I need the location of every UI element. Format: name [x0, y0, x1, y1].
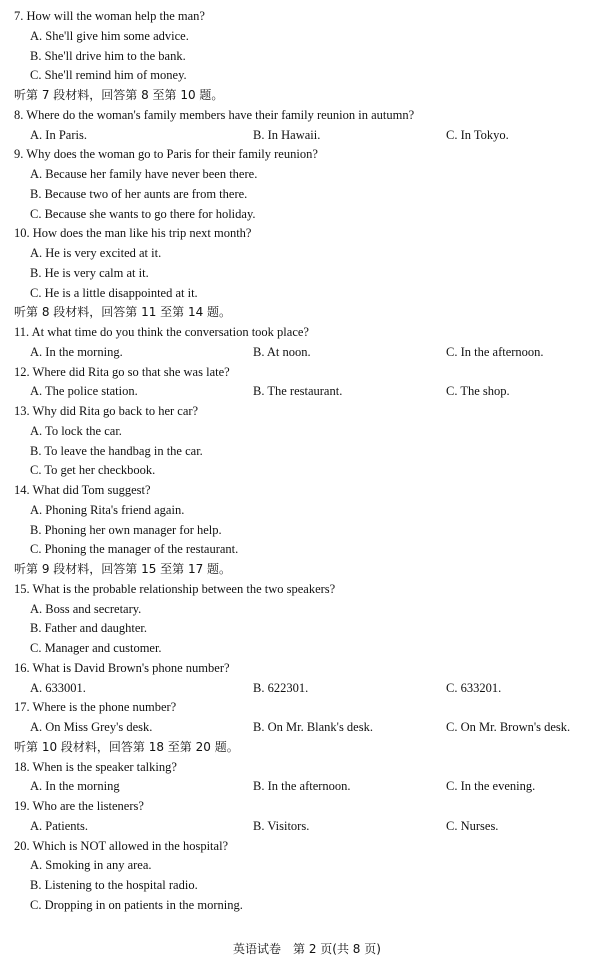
answer-option: C. To get her checkbook.: [30, 463, 156, 478]
option-row: [0, 717, 614, 737]
option-c: C. Nurses.: [446, 818, 499, 833]
question-stem: 12. Where did Rita go so that she was late?: [14, 364, 230, 379]
answer-option: A. She'll give him some advice.: [30, 28, 189, 43]
section-instruction: 听第 9 段材料，回答第 15 至第 17 题。: [14, 562, 232, 576]
option-c: C. In Tokyo.: [446, 127, 509, 142]
answer-option: A. Because her family have never been there.: [30, 167, 258, 181]
option-a: A. In Paris.: [30, 127, 87, 142]
question-stem: 7. How will the woman help the man?: [14, 9, 205, 23]
question-stem: 8. Where do the woman's family members have their family reunion in autumn?: [14, 107, 415, 122]
option-a: A. In the morning.: [30, 344, 123, 359]
question-stem: 20. Which is NOT allowed in the hospital?: [14, 838, 229, 853]
answer-option: C. Dropping in on patients in the morning.: [30, 897, 243, 912]
option-b: B. In the afternoon.: [253, 779, 351, 794]
answer-option: B. Phoning her own manager for help.: [30, 522, 222, 537]
option-row: [0, 776, 614, 796]
question-stem: 17. Where is the phone number?: [14, 700, 177, 715]
option-a: A. On Miss Grey's desk.: [30, 720, 153, 734]
page-footer: 英语试卷 第 2 页(共 8 页): [233, 942, 381, 956]
answer-option: B. Father and daughter.: [30, 621, 147, 636]
question-stem: 13. Why did Rita go back to her car?: [14, 404, 199, 418]
option-b: B. 622301.: [253, 680, 309, 695]
option-c: C. In the afternoon.: [446, 344, 544, 359]
answer-option: B. Listening to the hospital radio.: [30, 878, 198, 892]
answer-option: B. He is very calm at it.: [30, 265, 149, 280]
option-row: [0, 125, 614, 145]
answer-option: A. Phoning Rita's friend again.: [30, 502, 185, 517]
question-stem: 19. Who are the listeners?: [14, 799, 144, 813]
answer-option: C. Because she wants to go there for holiday.: [30, 206, 256, 221]
option-b: B. On Mr. Blank's desk.: [253, 720, 373, 734]
answer-option: A. To lock the car.: [30, 423, 122, 438]
section-instruction: 听第 7 段材料，回答第 8 至第 10 题。: [14, 88, 224, 102]
answer-option: C. She'll remind him of money.: [30, 68, 187, 83]
option-b: B. At noon.: [253, 344, 311, 359]
answer-option: C. Manager and customer.: [30, 641, 162, 655]
question-stem: 14. What did Tom suggest?: [14, 483, 151, 497]
question-stem: 18. When is the speaker talking?: [14, 759, 177, 774]
option-a: A. The police station.: [30, 384, 138, 399]
option-a: A. Patients.: [30, 818, 88, 833]
question-stem: 16. What is David Brown's phone number?: [14, 660, 230, 675]
option-row: [0, 816, 614, 836]
section-instruction: 听第 8 段材料，回答第 11 至第 14 题。: [14, 305, 232, 320]
question-stem: 10. How does the man like his trip next month?: [14, 226, 252, 241]
option-c: C. The shop.: [446, 384, 510, 399]
option-c: C. On Mr. Brown's desk.: [446, 720, 571, 734]
answer-option: B. She'll drive him to the bank.: [30, 48, 186, 63]
option-row: [0, 381, 614, 401]
answer-option: B. To leave the handbag in the car.: [30, 443, 203, 458]
answer-option: A. Smoking in any area.: [30, 858, 152, 873]
question-stem: 11. At what time do you think the conversation took place?: [14, 325, 309, 339]
answer-option: C. Phoning the manager of the restaurant.: [30, 542, 239, 557]
section-instruction: 听第 10 段材料，回答第 18 至第 20 题。: [14, 739, 239, 754]
option-row: [0, 678, 614, 698]
option-a: A. In the morning: [30, 779, 120, 794]
option-a: A. 633001.: [30, 680, 86, 695]
answer-option: B. Because two of her aunts are from there.: [30, 186, 248, 201]
answer-option: A. Boss and secretary.: [30, 601, 142, 616]
question-stem: 15. What is the probable relationship between the two speakers?: [14, 581, 336, 596]
option-row: [0, 342, 614, 362]
option-b: B. The restaurant.: [253, 384, 343, 399]
question-stem: 9. Why does the woman go to Paris for their family reunion?: [14, 147, 318, 162]
option-b: B. In Hawaii.: [253, 127, 321, 142]
answer-option: A. He is very excited at it.: [30, 246, 162, 260]
answer-option: C. He is a little disappointed at it.: [30, 285, 198, 300]
option-b: B. Visitors.: [253, 818, 310, 833]
option-c: C. In the evening.: [446, 779, 536, 794]
option-c: C. 633201.: [446, 680, 502, 695]
